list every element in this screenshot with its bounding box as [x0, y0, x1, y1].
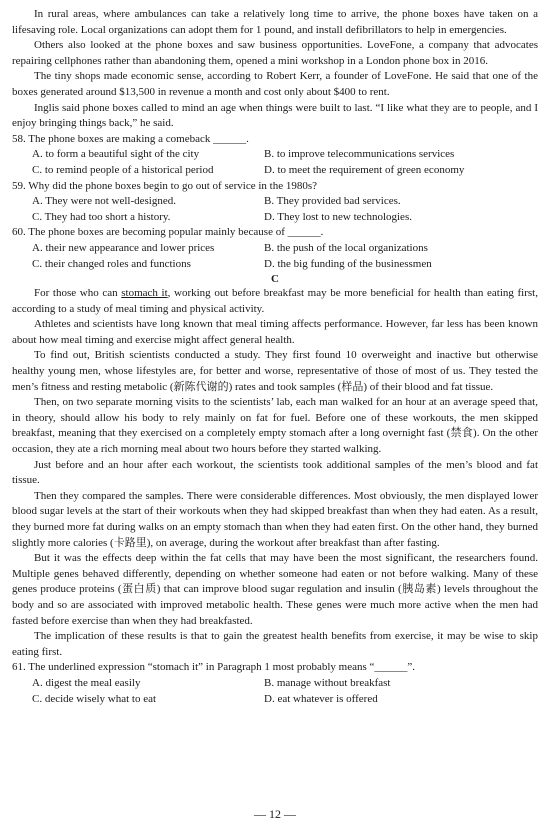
option-d: D. eat whatever is offered — [264, 692, 378, 705]
paragraph: Then, on two separate morning visits to the scientists’ lab, each man walked for an hour at an average speed that, in theory, should allow his body to rely mainly on fat for fuel. Before one of these workouts, the men skipped breakfast, meaning that they exercised on a completely empty stomach after a long overnight fast (禁食). On the other occasion, they ate a rich morning meal about two hours before they started walking. — [12, 396, 538, 456]
option-b: B. the push of the local organizations — [264, 241, 428, 254]
option-a: A. digest the meal easily — [32, 676, 141, 689]
question-59 — [12, 179, 538, 226]
option-b: B. manage without breakfast — [264, 676, 391, 689]
option-c: C. their changed roles and functions — [32, 257, 191, 270]
option-c: C. decide wisely what to eat — [32, 692, 157, 705]
text-run: For those who can — [34, 287, 122, 300]
paragraph: Then they compared the samples. There were considerable differences. Most obviously, the men displayed lower blood sugar levels at the start of their workouts when they had skipped breakfast than when they had eaten. As a result, they burned more fat during walks on an empty stomach than when they had eaten first. On the other hand, they burned slightly more calories (卡路里), on average, during the workout after breakfast than after fasting. — [12, 489, 538, 549]
question-stem: 60. The phone boxes are becoming popular mainly because of ______. — [12, 226, 324, 239]
question-61 — [12, 660, 538, 707]
question-stem: 59. Why did the phone boxes begin to go out of service in the 1980s? — [12, 179, 317, 192]
option-c: C. They had too short a history. — [32, 210, 171, 223]
paragraph-1 — [12, 286, 538, 317]
paragraph: Others also looked at the phone boxes and saw business opportunities. LoveFone, a company that advocates repairing cellphones rather than abandoning them, opened a mini workshop in a London phone box in 2016. — [12, 39, 538, 67]
option-b: B. They provided bad services. — [264, 195, 401, 208]
paragraph: The tiny shops made economic sense, according to Robert Kerr, a founder of LoveFone. He said that one of the boxes generated around $13,500 in revenue a month and cost only about $400 to rent. — [12, 70, 538, 98]
option-d: D. They lost to new technologies. — [264, 210, 412, 223]
text-run: , working out before breakfast may be more beneficial for health than eating first, according to a study of meal timing and physical activity. — [12, 287, 538, 315]
option-c: C. to remind people of a historical period — [32, 163, 214, 176]
options — [12, 241, 538, 272]
paragraph: Just before and an hour after each workout, the scientists took additional samples of the men’s blood and fat tissue. — [12, 458, 538, 487]
paragraph: But it was the effects deep within the fat cells that may have been the most significant, the researchers found. Multiple genes behaved differently, depending on whether someone had eaten or not before walking. Many of these genes produce proteins (蛋白质) that can improve blood sugar regulation and insulin (胰岛素) levels throughout the body and so are associated with improved metabolic health. These genes were much more active when the men had fasted before exercise than when they had breakfasted. — [12, 552, 538, 627]
options — [12, 676, 538, 707]
question-60 — [12, 225, 538, 272]
paragraph: The implication of these results is that to gain the greatest health benefits from exercise, it may be wise to skip eating first. — [12, 630, 538, 658]
underlined-expression: stomach it — [121, 287, 168, 300]
question-58 — [12, 132, 538, 179]
page-number: — 12 — — [254, 807, 296, 821]
question-stem: 61. The underlined expression “stomach it” in Paragraph 1 most probably means “______”. — [12, 661, 416, 674]
options — [12, 147, 538, 178]
paragraph: In rural areas, where ambulances can take a relatively long time to arrive, the phone boxes have taken on a lifesaving role. Local organizations can adopt them for 1 pound, and install defibrillators to help in emergencies. — [12, 8, 538, 36]
paragraph: To find out, British scientists conducted a study. They first found 10 overweight and inactive but otherwise healthy young men, whose lifestyles are, for better and worse, representative of those of most of us. They tested the men’s fitness and resting metabolic (新陈代谢的) rates and took samples (样品) of their blood and fat tissue. — [12, 349, 538, 393]
question-stem: 58. The phone boxes are making a comeback ______. — [12, 132, 249, 145]
option-d: D. the big funding of the businessmen — [264, 257, 432, 270]
option-a: A. their new appearance and lower prices — [32, 241, 215, 254]
option-d: D. to meet the requirement of green economy — [264, 163, 465, 176]
options — [12, 194, 538, 225]
passage-c — [12, 286, 538, 660]
passage-b-tail — [12, 7, 538, 132]
paragraph: Athletes and scientists have long known that meal timing affects performance. However, far less has been known about how meal timing and exercise might affect general health. — [12, 318, 538, 346]
option-a: A. to form a beautiful sight of the city — [32, 148, 200, 161]
option-b: B. to improve telecommunications services — [264, 148, 455, 161]
option-a: A. They were not well-designed. — [32, 195, 176, 208]
section-heading: C — [271, 273, 279, 286]
paragraph: Inglis said phone boxes called to mind an age when things were built to last. “I like what they are to people, and I enjoy bringing things back,” he said. — [12, 101, 538, 130]
